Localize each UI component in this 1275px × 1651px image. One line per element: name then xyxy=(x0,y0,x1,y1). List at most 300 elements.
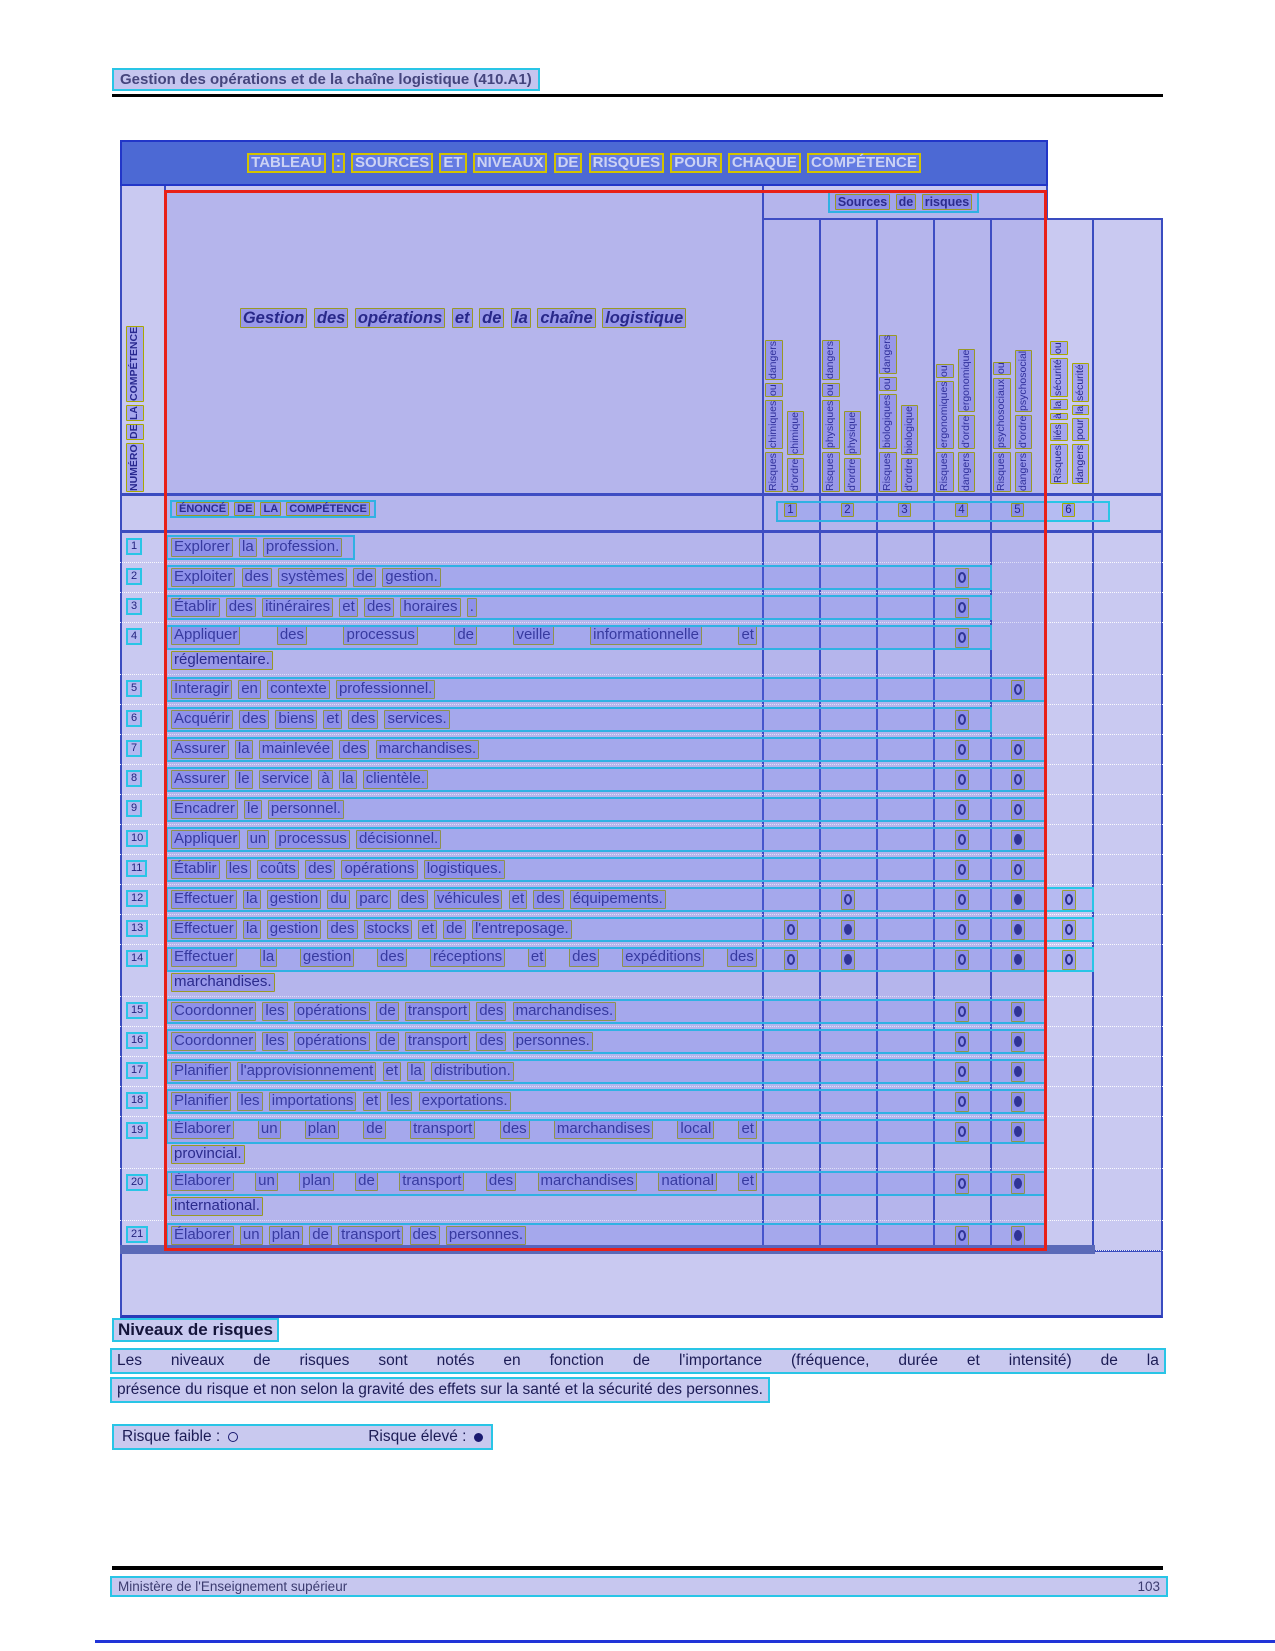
row-text-line xyxy=(170,536,758,559)
table-row xyxy=(120,1169,1163,1221)
word-annotation-box: des xyxy=(533,890,563,909)
risk-cell-col-6 xyxy=(1045,918,1092,942)
row-text-line xyxy=(170,626,758,649)
low-risk-marker-icon xyxy=(958,804,966,815)
word-annotation-box: en xyxy=(503,1352,521,1369)
word-annotation-box: marchandises. xyxy=(171,973,275,992)
word-annotation-box: la xyxy=(243,890,261,909)
word-annotation-box: en xyxy=(238,680,261,699)
risk-cell-col-5 xyxy=(990,1030,1045,1054)
low-risk-marker-icon xyxy=(958,1066,966,1077)
word-annotation-box: et xyxy=(339,598,358,617)
word-annotation-box: sont xyxy=(378,1352,408,1369)
word-annotation-box: l'importance xyxy=(678,1352,763,1369)
risk-cell-col-1 xyxy=(762,948,819,972)
word-annotation-box: opérations xyxy=(341,860,417,879)
word-annotation-box: services. xyxy=(384,710,449,729)
table-row xyxy=(120,945,1163,997)
row-text xyxy=(170,1224,758,1247)
row-text-line xyxy=(170,828,758,851)
table-row xyxy=(120,885,1163,915)
word-annotation-box xyxy=(841,890,855,910)
word-annotation-box: biologique xyxy=(901,405,919,455)
word-annotation-box: Effectuer xyxy=(171,948,237,967)
word-annotation-box: 4 xyxy=(955,503,967,518)
word-annotation-box: ou xyxy=(765,383,783,397)
grid-line-horizontal xyxy=(762,218,1045,220)
risk-column-header-2 xyxy=(819,224,876,492)
row-text-line xyxy=(170,596,758,619)
row-text xyxy=(170,626,758,672)
risk-cell-col-4 xyxy=(933,798,990,822)
low-risk-marker-icon xyxy=(844,894,852,905)
word-annotation-box: dangers xyxy=(765,340,783,380)
word-annotation-box: des xyxy=(410,1226,440,1245)
row-text-line xyxy=(170,1000,758,1023)
word-annotation-box: les xyxy=(387,1092,412,1111)
word-annotation-box: dangers xyxy=(1015,452,1033,492)
word-annotation-box: . xyxy=(467,598,477,617)
word-annotation-box: fonction xyxy=(549,1352,604,1369)
word-annotation-box: logistiques. xyxy=(424,860,505,879)
high-risk-marker-icon xyxy=(1014,1006,1022,1017)
low-risk-marker-icon xyxy=(958,1126,966,1137)
word-annotation-box: coûts xyxy=(257,860,299,879)
word-annotation-box: opérations xyxy=(355,308,445,328)
paragraph-line-2: présence du risque et non selon la gravité des effets sur la santé et la sécurité des personnes. xyxy=(110,1377,770,1403)
word-annotation-box: Gestion xyxy=(240,308,307,328)
word-annotation-box: à xyxy=(318,770,332,789)
word-annotation-box xyxy=(955,860,969,880)
word-annotation-box: marchandises. xyxy=(376,740,480,759)
word-annotation-box xyxy=(955,628,969,648)
row-text-line xyxy=(170,1224,758,1247)
risk-cell-col-4 xyxy=(933,858,990,882)
rotated-header-line xyxy=(935,224,955,492)
rotated-header-line xyxy=(900,224,920,492)
legend-low-label: Risque faible : xyxy=(122,1428,221,1445)
table-title-banner xyxy=(120,140,1048,186)
word-annotation-box: 6 xyxy=(1062,503,1074,518)
word-annotation-box: Risques xyxy=(822,452,840,492)
word-annotation-box: contexte xyxy=(267,680,330,699)
word-annotation-box: (fréquence, xyxy=(790,1352,870,1369)
col-number-3 xyxy=(876,498,933,522)
table-row xyxy=(120,623,1163,675)
word-annotation-box: provincial. xyxy=(171,1145,245,1164)
row-text-line xyxy=(170,566,758,589)
row-number: 18 xyxy=(126,1092,148,1109)
word-annotation-box: la xyxy=(1146,1352,1159,1369)
table-row xyxy=(120,593,1163,623)
table-row xyxy=(120,563,1163,593)
row-number: 8 xyxy=(126,770,142,787)
word-annotation-box: le xyxy=(235,770,253,789)
sources-de-risques-header xyxy=(762,188,1045,216)
word-annotation-box: Planifier xyxy=(171,1092,231,1111)
word-annotation-box: des xyxy=(305,860,335,879)
word-annotation-box: LA xyxy=(260,502,281,516)
risk-cell-col-2 xyxy=(819,888,876,912)
word-annotation-box: dangers xyxy=(879,335,897,375)
row-text xyxy=(170,678,758,701)
word-annotation-box: gestion xyxy=(267,890,321,909)
row-number: 10 xyxy=(126,830,148,847)
word-annotation-box: équipements. xyxy=(570,890,666,909)
risk-column-header-3 xyxy=(876,224,933,492)
word-annotation-box: un xyxy=(240,1226,263,1245)
risk-column-header-4 xyxy=(933,224,990,492)
word-annotation-box: profession. xyxy=(263,538,342,557)
word-annotation-box: ou xyxy=(879,377,897,391)
page-number: 103 xyxy=(1137,1579,1160,1594)
low-risk-marker-icon xyxy=(958,1178,966,1189)
low-risk-marker-icon xyxy=(958,1096,966,1107)
row-number: 19 xyxy=(126,1122,148,1139)
word-annotation-box: de xyxy=(632,1352,651,1369)
word-annotation-box: transport xyxy=(410,1120,475,1139)
word-annotation-box xyxy=(955,1174,969,1194)
word-annotation-box: parc xyxy=(356,890,391,909)
risk-cell-col-5 xyxy=(990,1060,1045,1084)
word-annotation-box: et xyxy=(418,920,437,939)
high-risk-marker-icon xyxy=(844,924,852,935)
word-annotation-box: plan xyxy=(269,1226,303,1245)
row-text xyxy=(170,536,758,559)
row-number: 20 xyxy=(126,1174,148,1191)
table-title xyxy=(246,153,922,174)
low-risk-marker-icon xyxy=(958,714,966,725)
word-annotation-box xyxy=(1011,1092,1025,1112)
word-annotation-box: plan xyxy=(299,1172,333,1191)
word-annotation-box: ou xyxy=(822,383,840,397)
word-annotation-box xyxy=(1011,920,1025,940)
word-annotation-box: durée xyxy=(898,1352,938,1369)
paragraph-line-1 xyxy=(110,1348,1166,1374)
word-annotation-box xyxy=(955,1062,969,1082)
row-number: 9 xyxy=(126,800,142,817)
word-annotation-box xyxy=(1011,800,1025,820)
word-annotation-box: importations xyxy=(269,1092,357,1111)
word-annotation-box: dangers xyxy=(1072,444,1090,484)
word-annotation-box: intensité) xyxy=(1008,1352,1072,1369)
word-annotation-box: les xyxy=(262,1002,287,1021)
word-annotation-box: et xyxy=(528,948,547,967)
risk-cell-col-2 xyxy=(819,948,876,972)
word-annotation-box: réglementaire. xyxy=(171,651,273,670)
bottom-blue-line xyxy=(95,1640,1275,1643)
word-annotation-box: Assurer xyxy=(171,740,229,759)
word-annotation-box: de xyxy=(896,194,917,210)
word-annotation-box: : xyxy=(332,153,345,174)
word-annotation-box xyxy=(1062,950,1076,970)
low-risk-marker-icon xyxy=(958,1036,966,1047)
competency-rows xyxy=(120,533,1163,1251)
word-annotation-box xyxy=(1011,740,1025,760)
row-text-line xyxy=(170,1120,758,1143)
row-number: 14 xyxy=(126,950,148,967)
low-risk-marker-icon xyxy=(1014,774,1022,785)
rotated-header-line xyxy=(878,224,898,492)
word-annotation-box: mainlevée xyxy=(259,740,333,759)
word-annotation-box: de xyxy=(253,1352,271,1369)
word-annotation-box: des xyxy=(476,1032,506,1051)
row-number: 2 xyxy=(126,568,142,585)
word-annotation-box: et xyxy=(363,1092,382,1111)
word-annotation-box: ÉNONCÉ xyxy=(176,502,229,516)
word-annotation-box: psychosocial xyxy=(1015,350,1033,412)
low-risk-marker-icon xyxy=(787,924,795,935)
word-annotation-box: ou xyxy=(993,362,1011,376)
word-annotation-box xyxy=(1011,860,1025,880)
word-annotation-box: biologiques xyxy=(879,394,897,449)
word-annotation-box: COMPÉTENCE xyxy=(286,502,370,516)
word-annotation-box xyxy=(955,1226,969,1246)
row-text xyxy=(170,708,758,731)
word-annotation-box: Risques xyxy=(879,452,897,492)
row-number: 21 xyxy=(126,1226,148,1243)
word-annotation-box: logistique xyxy=(602,308,686,328)
word-annotation-box: Exploiter xyxy=(171,568,235,587)
word-annotation-box: professionnel. xyxy=(336,680,435,699)
rotated-header-line xyxy=(992,224,1012,492)
running-header: Gestion des opérations et de la chaîne logistique (410.A1) xyxy=(112,68,540,91)
row-text xyxy=(170,1090,758,1113)
low-risk-marker-icon xyxy=(228,1432,238,1442)
risk-cell-col-4 xyxy=(933,1120,990,1144)
risk-cell-col-5 xyxy=(990,948,1045,972)
footer-rule xyxy=(112,1566,1163,1570)
notes-paragraph xyxy=(110,1348,1166,1403)
word-annotation-box: dangers xyxy=(958,452,976,492)
risk-cell-col-5 xyxy=(990,858,1045,882)
word-annotation-box: la xyxy=(339,770,357,789)
word-annotation-box: transport xyxy=(405,1032,470,1051)
word-annotation-box xyxy=(1011,1062,1025,1082)
table-row xyxy=(120,705,1163,735)
table-row xyxy=(120,533,1163,563)
high-risk-marker-icon xyxy=(1014,954,1022,965)
word-annotation-box: risques xyxy=(922,194,972,210)
low-risk-marker-icon xyxy=(958,602,966,613)
row-text xyxy=(170,1172,758,1218)
word-annotation-box: sécurité xyxy=(1050,358,1068,397)
low-risk-marker-icon xyxy=(1014,744,1022,755)
row-text-line xyxy=(170,1090,758,1113)
row-text-line xyxy=(170,918,758,941)
word-annotation-box: gestion xyxy=(300,948,354,967)
word-annotation-box: et xyxy=(509,890,528,909)
word-annotation-box xyxy=(1011,1226,1025,1246)
word-annotation-box: des xyxy=(364,598,394,617)
word-annotation-box: les xyxy=(237,1092,262,1111)
low-risk-marker-icon xyxy=(1065,894,1073,905)
high-risk-marker-icon xyxy=(1014,1036,1022,1047)
high-risk-marker-icon xyxy=(474,1433,483,1442)
word-annotation-box: d'ordre xyxy=(958,415,976,449)
word-annotation-box: marchandises. xyxy=(513,1002,617,1021)
row-number: 6 xyxy=(126,710,142,727)
word-annotation-box xyxy=(1011,950,1025,970)
word-annotation-box xyxy=(1011,1032,1025,1052)
col-number-6 xyxy=(1045,498,1092,522)
word-annotation-box: Élaborer xyxy=(171,1172,234,1191)
header-rule xyxy=(112,94,1163,97)
word-annotation-box: ou xyxy=(936,364,954,378)
risk-cell-col-4 xyxy=(933,738,990,762)
word-annotation-box: Assurer xyxy=(171,770,229,789)
word-annotation-box: Établir xyxy=(171,860,220,879)
word-annotation-box: de xyxy=(353,568,376,587)
word-annotation-box: niveaux xyxy=(170,1352,225,1369)
rotated-header-line xyxy=(821,224,841,492)
high-risk-marker-icon xyxy=(1014,1126,1022,1137)
word-annotation-box: des xyxy=(242,568,272,587)
low-risk-marker-icon xyxy=(958,1006,966,1017)
risk-cell-col-5 xyxy=(990,888,1045,912)
word-annotation-box: psychosociaux xyxy=(993,378,1011,449)
high-risk-marker-icon xyxy=(1014,1066,1022,1077)
row-text xyxy=(170,1030,758,1053)
word-annotation-box: marchandises xyxy=(554,1120,653,1139)
word-annotation-box: la xyxy=(239,538,257,557)
rotated-header-line xyxy=(764,224,784,492)
low-risk-marker-icon xyxy=(958,744,966,755)
low-risk-marker-icon xyxy=(958,834,966,845)
sources-label-box xyxy=(828,191,979,213)
word-annotation-box: des xyxy=(239,710,269,729)
low-risk-marker-icon xyxy=(958,864,966,875)
word-annotation-box: clientèle. xyxy=(363,770,428,789)
word-annotation-box: et xyxy=(323,710,342,729)
word-annotation-box: itinéraires xyxy=(262,598,333,617)
word-annotation-box: LA xyxy=(126,405,144,421)
low-risk-marker-icon xyxy=(1065,954,1073,965)
word-annotation-box: transport xyxy=(338,1226,403,1245)
high-risk-marker-icon xyxy=(1014,894,1022,905)
word-annotation-box xyxy=(1011,1122,1025,1142)
word-annotation-box: plan xyxy=(305,1120,339,1139)
word-annotation-box: dangers xyxy=(822,340,840,380)
word-annotation-box xyxy=(1011,770,1025,790)
word-annotation-box: Coordonner xyxy=(171,1032,256,1051)
word-annotation-box: Risques xyxy=(993,452,1011,492)
word-annotation-box: de xyxy=(363,1120,386,1139)
row-number: 15 xyxy=(126,1002,148,1019)
word-annotation-box xyxy=(841,920,855,940)
risk-cell-col-2 xyxy=(819,918,876,942)
word-annotation-box: Effectuer xyxy=(171,920,237,939)
high-risk-marker-icon xyxy=(844,954,852,965)
word-annotation-box: la xyxy=(511,308,531,328)
table-row xyxy=(120,915,1163,945)
word-annotation-box: 2 xyxy=(841,503,853,518)
risk-cell-col-4 xyxy=(933,768,990,792)
row-text-line xyxy=(170,1060,758,1083)
word-annotation-box: personnel. xyxy=(268,800,344,819)
word-annotation-box: Appliquer xyxy=(171,830,240,849)
high-risk-marker-icon xyxy=(1014,1096,1022,1107)
word-annotation-box: Sources xyxy=(835,194,890,210)
word-annotation-box: de xyxy=(443,920,466,939)
word-annotation-box: et xyxy=(452,308,473,328)
word-annotation-box: processus xyxy=(343,626,417,645)
word-annotation-box: véhicules xyxy=(434,890,503,909)
word-annotation-box: Appliquer xyxy=(171,626,240,645)
word-annotation-box xyxy=(955,770,969,790)
table-row xyxy=(120,1087,1163,1117)
risk-cell-col-5 xyxy=(990,1172,1045,1196)
row-text xyxy=(170,738,758,761)
table-row xyxy=(120,1027,1163,1057)
table-row xyxy=(120,735,1163,765)
word-annotation-box: de xyxy=(1100,1352,1118,1369)
word-annotation-box: et xyxy=(738,626,757,645)
row-text-line xyxy=(170,971,758,994)
risk-cell-col-5 xyxy=(990,1000,1045,1024)
word-annotation-box: NUMÉRO xyxy=(126,443,144,492)
row-number: 16 xyxy=(126,1032,148,1049)
low-risk-marker-icon xyxy=(787,954,795,965)
word-annotation-box: des xyxy=(486,1172,516,1191)
word-annotation-box: à xyxy=(1050,413,1068,421)
table-row xyxy=(120,765,1163,795)
word-annotation-box xyxy=(1011,830,1025,850)
table-row xyxy=(120,1117,1163,1169)
word-annotation-box xyxy=(955,1002,969,1022)
word-annotation-box: physique xyxy=(844,411,862,455)
word-annotation-box: Planifier xyxy=(171,1062,231,1081)
risk-column-header-6 xyxy=(1047,224,1092,484)
row-text-line xyxy=(170,1030,758,1053)
word-annotation-box xyxy=(1011,680,1025,700)
word-annotation-box: un xyxy=(247,830,270,849)
word-annotation-box: 5 xyxy=(1011,503,1023,518)
row-text xyxy=(170,888,758,911)
word-annotation-box: gestion xyxy=(267,920,321,939)
rotated-header-line xyxy=(843,224,863,492)
section-heading: Niveaux de risques xyxy=(112,1318,279,1342)
word-annotation-box: des xyxy=(398,890,428,909)
word-annotation-box: Encadrer xyxy=(171,800,238,819)
word-annotation-box: Les xyxy=(117,1352,142,1369)
word-annotation-box: chimiques xyxy=(765,400,783,449)
word-annotation-box: décisionnel. xyxy=(356,830,441,849)
word-annotation-box: COMPÉTENCE xyxy=(126,326,144,402)
word-annotation-box: TABLEAU xyxy=(247,153,326,174)
risk-cell-col-4 xyxy=(933,828,990,852)
word-annotation-box xyxy=(1011,1174,1025,1194)
word-annotation-box: d'ordre xyxy=(844,458,862,492)
word-annotation-box: des xyxy=(348,710,378,729)
word-annotation-box: des xyxy=(377,948,407,967)
row-number: 13 xyxy=(126,920,148,937)
word-annotation-box: DE xyxy=(126,424,144,441)
word-annotation-box: Risques xyxy=(936,452,954,492)
footer-ministry: Ministère de l'Enseignement supérieur xyxy=(118,1579,348,1594)
low-risk-marker-icon xyxy=(958,1230,966,1241)
row-number: 12 xyxy=(126,890,148,907)
word-annotation-box: et xyxy=(383,1062,402,1081)
program-title-cell xyxy=(164,308,762,328)
word-annotation-box: des xyxy=(277,626,307,645)
word-annotation-box: et xyxy=(738,1172,757,1191)
low-risk-marker-icon xyxy=(958,632,966,643)
low-risk-marker-icon xyxy=(958,572,966,583)
word-annotation-box: Effectuer xyxy=(171,890,237,909)
word-annotation-box: l'approvisionnement xyxy=(237,1062,376,1081)
risk-cell-col-5 xyxy=(990,918,1045,942)
